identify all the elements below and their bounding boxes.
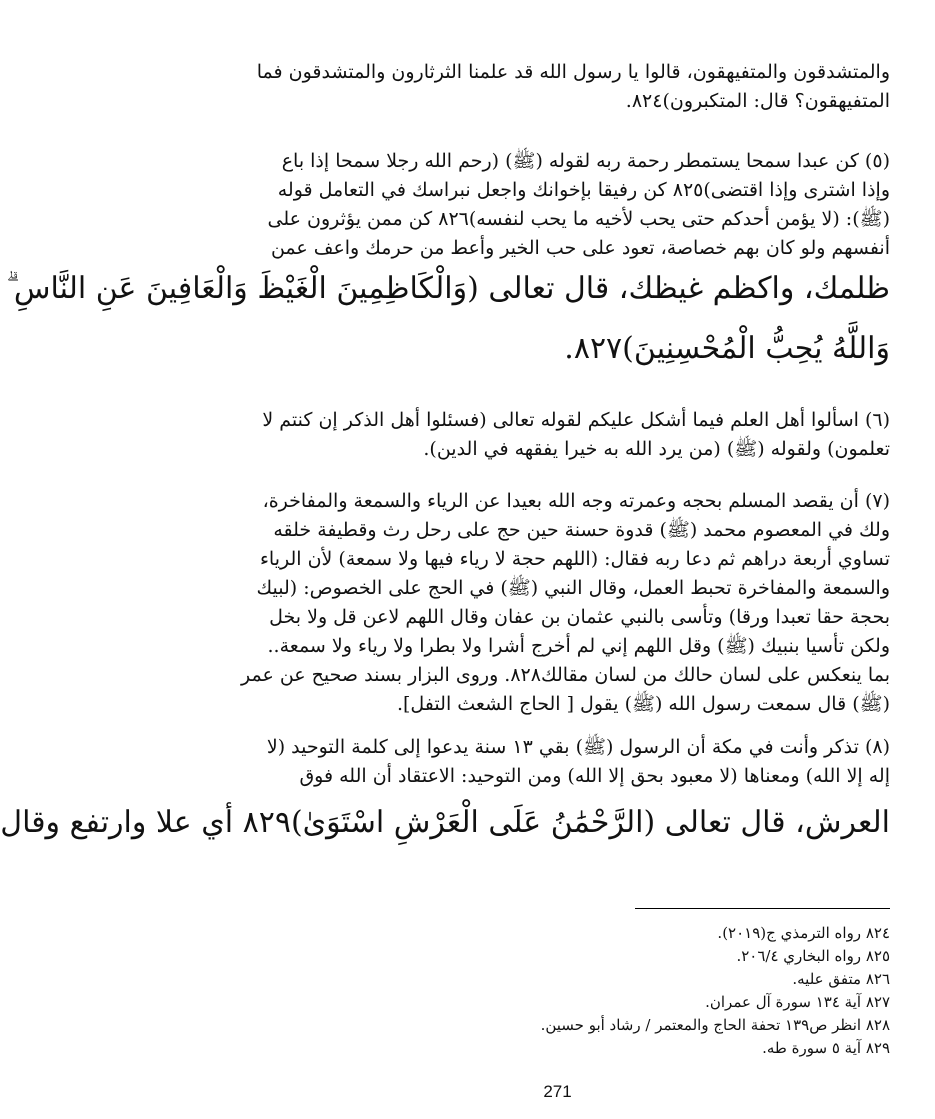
text-line: تساوي أربعة دراهم ثم دعا ربه فقال: (اللهم حجة لا رياء فيها ولا سمعة) لأن الرياء (260, 548, 890, 570)
text-line: (٦) اسألوا أهل العلم فيما أشكل عليكم لقوله تعالى (فسئلوا أهل الذكر إن كنتم لا (262, 409, 890, 431)
footnote-824: ٨٢٤ رواه الترمذي ج(٢٠١٩). (717, 924, 890, 942)
paragraph-8 (0, 733, 890, 849)
text-line: تعلمون) ولقوله (ﷺ) (من يرد الله به خيرا يفقهه في الدين). (423, 438, 890, 460)
footnote-826: ٨٢٦ متفق عليه. (792, 970, 890, 988)
footnote-separator (635, 908, 890, 909)
paragraph-5 (6, 147, 890, 375)
text-line: بما ينعكس على لسان حالك من لسان مقالك٨٢٨. وروى البزار بسند صحيح عن عمر (240, 664, 890, 686)
quran-verse-line: العرش، قال تعالى (الرَّحْمَٰنُ عَلَى الْعَرْشِ اسْتَوَىٰ)٨٢٩ أي علا وارتفع وقال (0, 805, 890, 840)
footnote-828: ٨٢٨ انظر ص١٣٩ تحفة الحاج والمعتمر / رشاد أبو حسين. (540, 1016, 890, 1034)
paragraph-6 (250, 406, 890, 464)
page-number: 271 (543, 1082, 572, 1101)
text-line: (ﷺ): (لا يؤمن أحدكم حتى يحب لأخيه ما يحب لنفسه)٨٢٦ كن ممن يؤثرون على (267, 208, 890, 230)
footnote-827: ٨٢٧ آية ١٣٤ سورة آل عمران. (705, 993, 890, 1011)
footnote-829: ٨٢٩ آية ٥ سورة طه. (762, 1039, 890, 1057)
text-line: (٥) كن عبدا سمحا يستمطر رحمة ربه لقوله (ﷺ) (رحم الله رجلا سمحا إذا باع (281, 150, 890, 172)
footnotes-list (410, 922, 890, 1060)
text-line: بحجة حقا تعبدا ورقا) وتأسى بالنبي عثمان بن عفان وقال اللهم لاعن قل ولا بخل (269, 606, 890, 628)
quran-verse-line: وَاللَّهُ يُحِبُّ الْمُحْسِنِينَ)٨٢٧. (564, 331, 890, 366)
text-line: ولكن تأسيا بنبيك (ﷺ) وقل اللهم إني لم أخرج أشرا ولا بطرا ولا رياء ولا سمعة.. (267, 635, 890, 657)
text-line: والمتشدقون والمتفيهقون، قالوا يا رسول الله قد علمنا الثرثارون والمتشدقون فما (256, 61, 890, 83)
text-line: والسمعة والمفاخرة تحبط العمل، وقال النبي (ﷺ) في الحج على الخصوص: (لبيك (256, 577, 890, 599)
text-line: (ﷺ) قال سمعت رسول الله (ﷺ) يقول [ الحاج الشعث التفل]. (396, 693, 890, 715)
text-line: ولك في المعصوم محمد (ﷺ) قدوة حسنة حين حج على رحل رث وقطيفة خلقه (273, 519, 890, 541)
paragraph-intro (250, 58, 890, 116)
text-line: وإذا اشترى وإذا اقتضى)٨٢٥ كن رفيقا بإخوانك واجعل نبراسك في التعامل قوله (277, 179, 890, 201)
paragraph-7 (240, 487, 890, 719)
text-line: المتفيهقون؟ قال: المتكبرون)٨٢٤. (625, 90, 890, 112)
text-line: إله إلا الله) ومعناها (لا معبود بحق إلا الله) ومن التوحيد: الاعتقاد أن الله فوق (299, 765, 890, 787)
footnote-825: ٨٢٥ رواه البخاري ٢٠٦/٤. (736, 947, 890, 965)
text-line: (٧) أن يقصد المسلم بحجه وعمرته وجه الله بعيدا عن الرياء والسمعة والمفاخرة، (262, 490, 890, 512)
text-line: (٨) تذكر وأنت في مكة أن الرسول (ﷺ) بقي ١٣ سنة يدعوا إلى كلمة التوحيد (لا (266, 736, 890, 758)
text-line: أنفسهم ولو كان بهم خصاصة، تعود على حب الخير وأعط من حرمك واعف عمن (270, 237, 890, 259)
quran-verse-line: ظلمك، واكظم غيظك، قال تعالى (وَالْكَاظِمِينَ الْغَيْظَ وَالْعَافِينَ عَنِ النَّاسِ ۗ (6, 271, 890, 306)
